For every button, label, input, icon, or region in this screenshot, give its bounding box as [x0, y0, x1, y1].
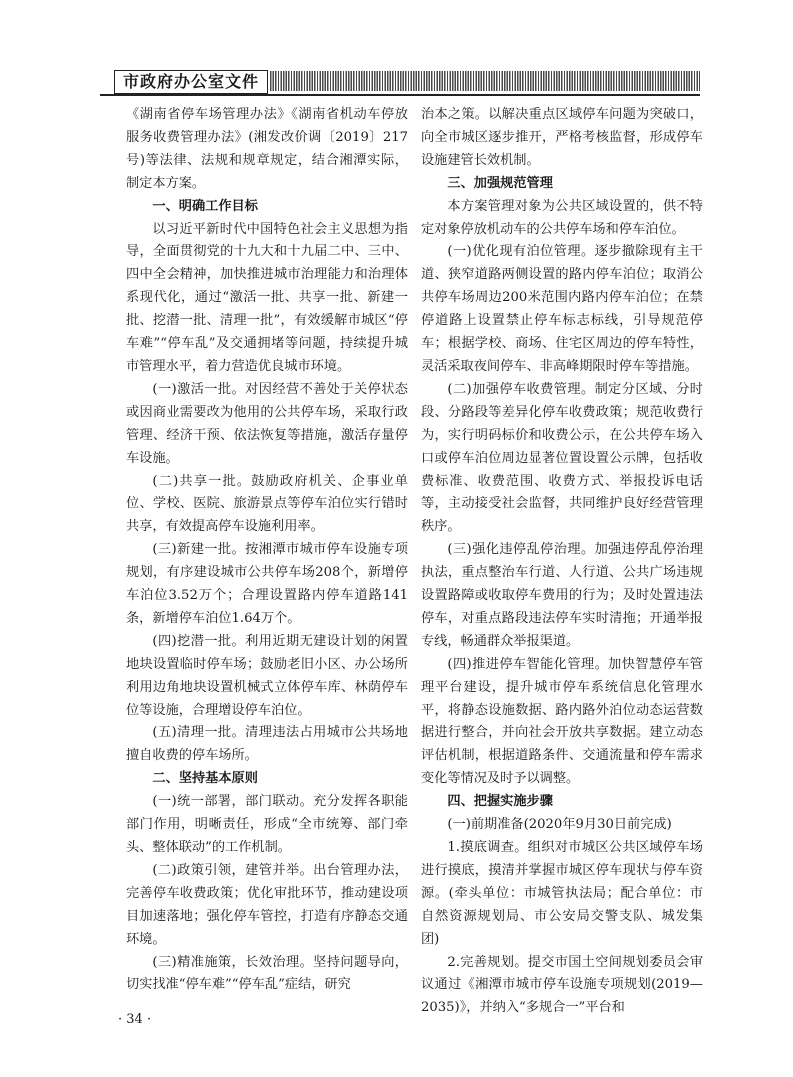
paragraph: (三)精准施策，长效治理。坚持问题导向，切实找准“停车难”“停车乱”症结，研究: [126, 954, 408, 993]
paragraph: (三)新建一批。按湘潭市城市停车设施专项规划，有序建设城市公共停车场208个，新增停车泊位3.52万个；合理设置路内停车道路141条，新增停车泊位1.64万个。: [126, 542, 408, 626]
paragraph: (二)政策引领，建管并举。出台管理办法，完善停车收费政策；优化审批环节，推动建设项目加速落地；强化停车管控，打造有序静态交通环境。: [126, 862, 408, 947]
section-heading: 三、加强规范管理: [447, 175, 553, 191]
paragraph: 以习近平新时代中国特色社会主义思想为指导，全面贯彻党的十九大和十九届二中、三中、四中全会精神，加快推进城市治理能力和治理体系现代化，通过“激活一批、共享一批、新建一批、挖潜一批、清理一批”，有效缓解市城区“停车难”“停车乱”及交通拥堵等问题，持续提升城市管理水平，着力营造优良城市环境。: [126, 221, 408, 374]
paragraph: (一)优化现有泊位管理。逐步撤除现有主干道、狭窄道路两侧设置的路内停车泊位；取消公共停车场周边200米范围内路内停车泊位；在禁停道路上设置禁止停车标志标线，引导规范停车；根据学校、商场、住宅区周边的停车特性，灵活采取夜间停车、非高峰期限时停车等措施。: [421, 244, 703, 374]
header-title: 市政府办公室文件: [114, 70, 268, 94]
header-rule: [100, 94, 700, 96]
page-number: · 34 ·: [118, 1012, 152, 1027]
paragraph: 《湖南省停车场管理办法》《湖南省机动车停放服务收费管理办法》(湘发改价调〔2019〕217号)等法律、法规和规章规定，结合湘潭实际，制定本方案。: [126, 107, 408, 191]
section-heading: 四、把握实施步骤: [447, 794, 553, 810]
paragraph: (三)强化违停乱停治理。加强违停乱停治理执法，重点整治车行道、人行道、公共广场违规设置路障或收取停车费用的行为；及时处置违法停车，对重点路段违法停车实时清拖；开通举报专线，畅通群众举报渠道。: [421, 542, 703, 649]
section-heading: 一、明确工作目标: [152, 198, 258, 214]
paragraph: (一)激活一批。对因经营不善处于关停状态或因商业需要改为他用的公共停车场，采取行政管理、经济干预、依法恢复等措施，激活存量停车设施。: [126, 381, 408, 466]
paragraph: (一)前期准备(2020年9月30日前完成): [447, 817, 672, 833]
header-decorative-bars: [270, 71, 700, 91]
section-heading: 二、坚持基本原则: [152, 771, 258, 787]
paragraph: (二)共享一批。鼓励政府机关、企事业单位、学校、医院、旅游景点等停车泊位实行错时共享，有效提高停车设施利用率。: [126, 473, 408, 535]
paragraph: 1.摸底调查。组织对市城区公共区域停车场进行摸底，摸清并掌握市城区停车现状与停车资源。(牵头单位：市城管执法局；配合单位：市自然资源规划局、市公安局交警支队、城发集团): [421, 840, 703, 947]
paragraph: (四)挖潜一批。利用近期无建设计划的闲置地块设置临时停车场；鼓励老旧小区、办公场所利用边角地块设置机械式立体停车库、林荫停车位等设施，合理增设停车泊位。: [126, 633, 408, 718]
paragraph: 治本之策。以解决重点区域停车问题为突破口，向全市城区逐步推开，严格考核监督，形成停车设施建管长效机制。: [421, 107, 703, 168]
paragraph: (四)推进停车智能化管理。加快智慧停车管理平台建设，提升城市停车系统信息化管理水平，将静态设施数据、路内路外泊位动态运营数据进行整合，并向社会开放共享数据。建立动态评估机制，根据道路条件、交通流量和停车需求变化等情况及时予以调整。: [421, 656, 703, 787]
running-header: [100, 66, 700, 96]
paragraph: (一)统一部署，部门联动。充分发挥各职能部门作用，明晰责任，形成“全市统筹、部门牵头、整体联动”的工作机制。: [126, 794, 408, 855]
paragraph: (五)清理一批。清理违法占用城市公共场地擅自收费的停车场所。: [126, 725, 408, 764]
right-column: [421, 104, 703, 1020]
paragraph: (二)加强停车收费管理。制定分区域、分时段、分路段等差异化停车收费政策；规范收费行为，实行明码标价和收费公示，在公共停车场入口或停车泊位周边显著位置设置公示牌，包括收费标准、收费范围、收费方式、举报投诉电话等，主动接受社会监督，共同维护良好经营管理秩序。: [421, 381, 703, 535]
left-column: [126, 104, 408, 997]
paragraph: 2.完善规划。提交市国土空间规划委员会审议通过《湘潭市城市停车设施专项规划(2019—2035)》，并纳入“多规合一”平台和: [421, 954, 703, 1016]
paragraph: 本方案管理对象为公共区域设置的，供不特定对象停放机动车的公共停车场和停车泊位。: [421, 198, 703, 237]
